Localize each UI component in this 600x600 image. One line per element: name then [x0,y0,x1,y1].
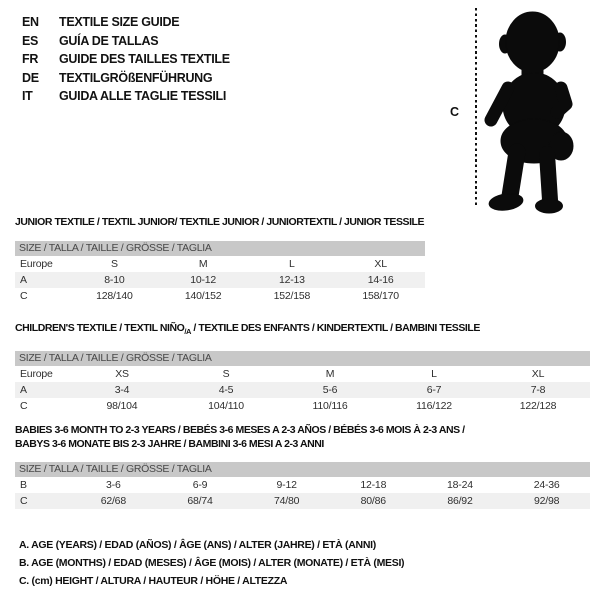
table-cell: 140/152 [184,289,222,302]
table-cell: 6-7 [426,383,442,396]
language-code: FR [22,52,39,67]
table-row [15,477,590,493]
size-header-bar: SIZE / TALLA / TAILLE / GRÖSSE / TAGLIA [15,241,425,256]
table-cell: 116/122 [416,399,452,412]
table-cell: 12-13 [278,273,305,286]
row-label: C [20,495,28,507]
table-cell: M [325,367,335,380]
table-cell: 152/158 [273,289,311,302]
language-code: EN [22,15,39,29]
language-list [22,13,230,106]
size-header-bar: SIZE / TALLA / TAILLE / GRÖSSE / TAGLIA [15,462,590,477]
children-size-table [15,366,590,414]
table-cell: 110/116 [312,399,348,412]
size-header-bar: SIZE / TALLA / TAILLE / GRÖSSE / TAGLIA [15,351,590,366]
table-cell: 14-16 [367,273,394,286]
table-cell: 24-36 [533,479,560,491]
language-label: TEXTILGRÖßENFÜHRUNG [59,70,213,85]
table-cell: 12-18 [360,479,387,491]
table-cell: 128/140 [96,289,133,302]
babies-textile-section [15,424,590,509]
table-cell: 3-4 [114,383,130,396]
table-cell: 5-6 [322,383,338,396]
language-label: GUÍA DE TALLAS [59,33,159,48]
table-cell: L [431,367,437,380]
language-row-fr [22,50,230,69]
row-label: Europe [20,367,53,380]
height-measure-label: C [450,105,460,119]
table-cell: 104/110 [208,399,244,412]
table-row [15,256,425,272]
table-cell: 7-8 [530,383,546,396]
table-row [15,272,425,288]
table-cell: 10-12 [190,273,217,286]
table-row [15,288,425,304]
table-cell: 3-6 [106,479,121,491]
language-row-en [22,13,230,32]
table-row [15,366,590,382]
table-cell: 98/104 [106,399,138,412]
table-cell: 62/68 [100,495,126,507]
table-cell: 4-5 [218,383,234,396]
table-cell: XL [374,257,387,270]
table-cell: 6-9 [192,479,208,491]
table-cell: S [110,257,118,270]
table-cell: S [222,367,230,380]
children-title-pre: CHILDREN'S TEXTILE / TEXTIL NIÑO [15,322,185,334]
babies-size-table [15,477,590,509]
junior-textile-section [15,216,425,304]
language-code: ES [22,33,39,48]
table-cell: 9-12 [276,479,297,491]
footnote-a: A. AGE (YEARS) / EDAD (AÑOS) / ÂGE (ANS) / ALTER (JAHRE) / ETÀ (ANNI) [19,539,376,551]
table-row [15,382,590,398]
row-label: A [20,383,27,396]
children-textile-section [15,322,590,414]
children-title-post: / TEXTILE DES ENFANTS / KINDERTEXTIL / BAMBINI TESSILE [190,322,480,334]
row-label: C [20,289,28,302]
table-cell: 68/74 [187,495,213,507]
row-label: B [20,479,27,491]
table-cell: 80/86 [360,495,386,507]
language-code: IT [22,89,33,104]
table-cell: M [198,257,208,270]
footnote-c: C. (cm) HEIGHT / ALTURA / HAUTEUR / HÖHE / ALTEZZA [19,575,288,587]
footnotes [19,536,404,590]
language-code: DE [22,70,39,85]
height-measure-dashed-line [475,8,477,208]
row-label: A [20,273,27,286]
language-label: TEXTILE SIZE GUIDE [59,15,180,29]
footnote-b: B. AGE (MONTHS) / EDAD (MESES) / ÂGE (MOIS) / ALTER (MONATE) / ETÀ (MESI) [19,557,405,569]
babies-title-line2: BABYS 3-6 MONATE BIS 2-3 JAHRE / BAMBINI 3-6 MESI A 2-3 ANNI [15,437,324,450]
language-label: GUIDE DES TAILLES TEXTILE [59,52,230,67]
table-cell: L [289,257,295,270]
junior-table-title: JUNIOR TEXTILE / TEXTIL JUNIOR/ TEXTILE JUNIOR / JUNIORTEXTIL / JUNIOR TESSILE [15,216,425,228]
row-label: C [20,399,28,412]
language-row-de [22,69,230,88]
table-cell: 158/170 [362,289,399,302]
children-title-subscript: /A [184,327,191,337]
table-cell: 122/128 [519,399,557,412]
children-table-title [15,322,590,339]
table-cell: 8-10 [104,273,125,286]
table-cell: 18-24 [447,479,473,491]
table-cell: 86/92 [447,495,473,507]
language-row-es [22,32,230,51]
babies-table-title [15,424,590,451]
table-cell: XL [531,367,545,380]
row-label: Europe [20,257,53,270]
toddler-silhouette [481,4,577,216]
language-label: GUIDA ALLE TAGLIE TESSILI [59,89,227,104]
language-row-it [22,87,230,106]
table-cell: 92/98 [534,495,560,507]
table-cell: 74/80 [274,495,300,507]
table-cell: XS [115,367,129,380]
table-row [15,493,590,509]
table-row [15,398,590,414]
junior-size-table [15,256,425,304]
babies-title-line1: BABIES 3-6 MONTH TO 2-3 YEARS / BEBÉS 3-6 MESES A 2-3 AÑOS / BÉBÉS 3-6 MOIS À 2-3 ANS / [15,424,465,436]
